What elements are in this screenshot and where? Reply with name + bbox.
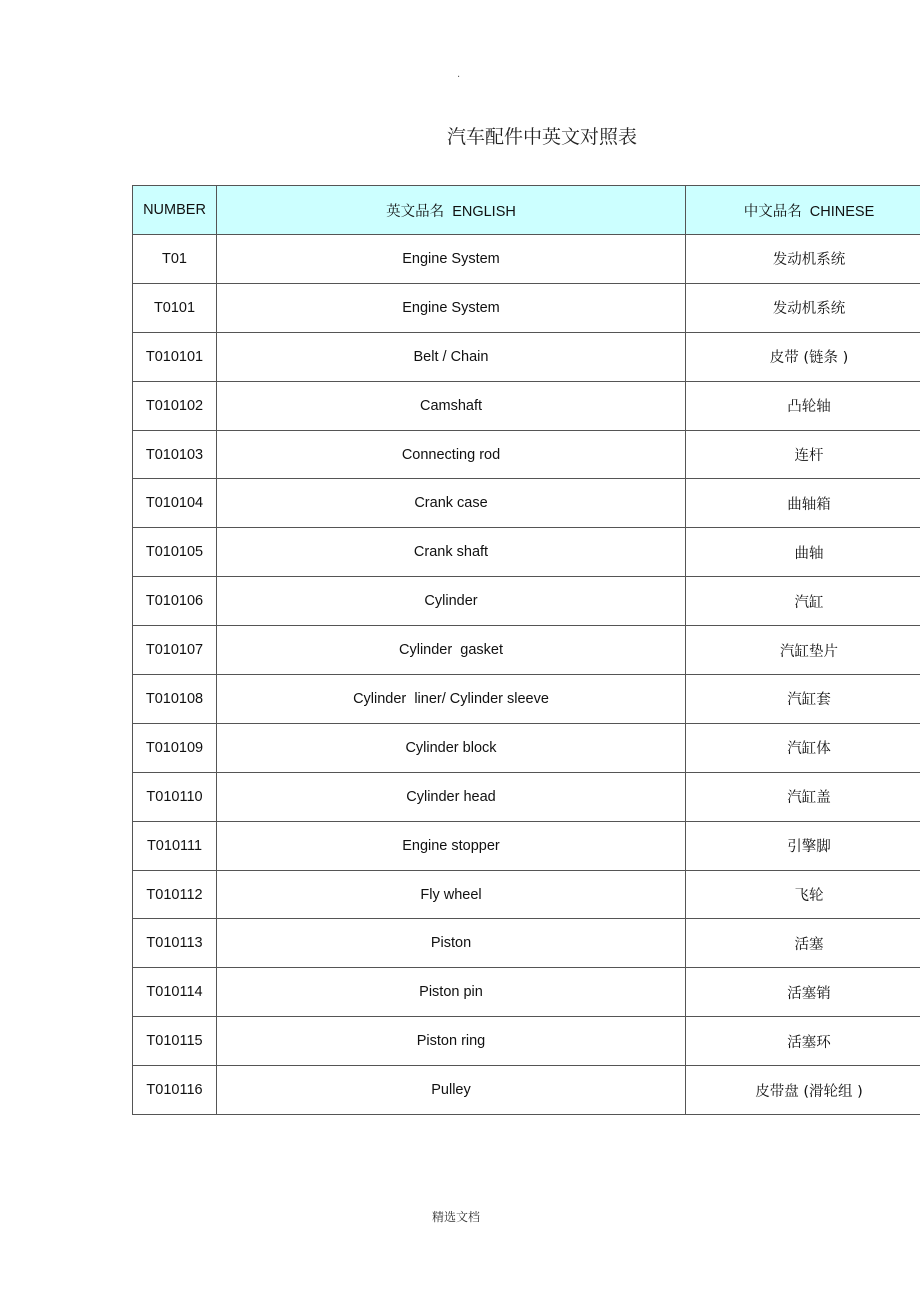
cell-chinese: 连杆 — [686, 430, 920, 479]
header-number: NUMBER — [133, 186, 217, 235]
page-footer: 精选文档 — [431, 1210, 480, 1224]
table-header-row — [133, 186, 920, 235]
cell-number: T010108 — [133, 675, 217, 724]
header-english: 英文品名 ENGLISH — [217, 186, 686, 235]
cell-number: T010102 — [133, 381, 217, 430]
cell-number: T010106 — [133, 577, 217, 626]
cell-english: Cylinder block — [217, 723, 686, 772]
table-row — [133, 577, 920, 626]
cell-number: T010115 — [133, 1017, 217, 1066]
cell-english: Pulley — [217, 1066, 686, 1115]
cell-english: Engine System — [217, 235, 686, 284]
cell-english: Engine System — [217, 283, 686, 332]
table-row — [133, 1066, 920, 1115]
cell-english: Cylinder gasket — [217, 626, 686, 675]
cell-chinese: 汽缸垫片 — [686, 626, 920, 675]
cell-number: T01 — [133, 235, 217, 284]
cell-english: Crank shaft — [217, 528, 686, 577]
cell-number: T010112 — [133, 870, 217, 919]
cell-number: T010114 — [133, 968, 217, 1017]
table-row — [133, 283, 920, 332]
table-row — [133, 675, 920, 724]
cell-english: Camshaft — [217, 381, 686, 430]
cell-chinese: 凸轮轴 — [686, 381, 920, 430]
cell-chinese: 飞轮 — [686, 870, 920, 919]
cell-number: T010116 — [133, 1066, 217, 1115]
table-row — [133, 332, 920, 381]
cell-english: Piston — [217, 919, 686, 968]
table-row — [133, 430, 920, 479]
parts-table-container — [132, 185, 920, 1115]
cell-chinese: 引擎脚 — [686, 821, 920, 870]
document-title: 汽车配件中英文对照表 — [446, 126, 637, 148]
cell-chinese: 汽缸体 — [686, 723, 920, 772]
cell-chinese: 汽缸盖 — [686, 772, 920, 821]
cell-chinese: 活塞环 — [686, 1017, 920, 1066]
cell-chinese: 皮带盘 (滑轮组 ) — [686, 1066, 920, 1115]
header-mark: . — [457, 69, 461, 80]
table-row — [133, 626, 920, 675]
cell-chinese: 活塞销 — [686, 968, 920, 1017]
cell-english: Cylinder head — [217, 772, 686, 821]
cell-chinese: 汽缸套 — [686, 675, 920, 724]
cell-english: Engine stopper — [217, 821, 686, 870]
cell-chinese: 曲轴箱 — [686, 479, 920, 528]
cell-chinese: 发动机系统 — [686, 283, 920, 332]
table-row — [133, 528, 920, 577]
cell-number: T010103 — [133, 430, 217, 479]
cell-chinese: 汽缸 — [686, 577, 920, 626]
table-row — [133, 968, 920, 1017]
table-row — [133, 235, 920, 284]
table-row — [133, 381, 920, 430]
table-body — [133, 235, 920, 1115]
cell-number: T010101 — [133, 332, 217, 381]
parts-table — [132, 185, 920, 1115]
table-row — [133, 919, 920, 968]
cell-number: T010104 — [133, 479, 217, 528]
table-row — [133, 479, 920, 528]
table-row — [133, 723, 920, 772]
header-chinese: 中文品名 CHINESE — [686, 186, 920, 235]
cell-number: T010105 — [133, 528, 217, 577]
cell-english: Fly wheel — [217, 870, 686, 919]
cell-english: Crank case — [217, 479, 686, 528]
cell-english: Cylinder — [217, 577, 686, 626]
cell-english: Cylinder liner/ Cylinder sleeve — [217, 675, 686, 724]
cell-chinese: 活塞 — [686, 919, 920, 968]
cell-number: T010109 — [133, 723, 217, 772]
cell-chinese: 发动机系统 — [686, 235, 920, 284]
cell-english: Piston ring — [217, 1017, 686, 1066]
table-row — [133, 821, 920, 870]
table-row — [133, 1017, 920, 1066]
cell-chinese: 曲轴 — [686, 528, 920, 577]
cell-english: Piston pin — [217, 968, 686, 1017]
cell-english: Connecting rod — [217, 430, 686, 479]
cell-number: T010110 — [133, 772, 217, 821]
cell-number: T010111 — [133, 821, 217, 870]
cell-chinese: 皮带 (链条 ) — [686, 332, 920, 381]
table-row — [133, 870, 920, 919]
cell-number: T010113 — [133, 919, 217, 968]
cell-number: T010107 — [133, 626, 217, 675]
cell-number: T0101 — [133, 283, 217, 332]
table-row — [133, 772, 920, 821]
cell-english: Belt / Chain — [217, 332, 686, 381]
